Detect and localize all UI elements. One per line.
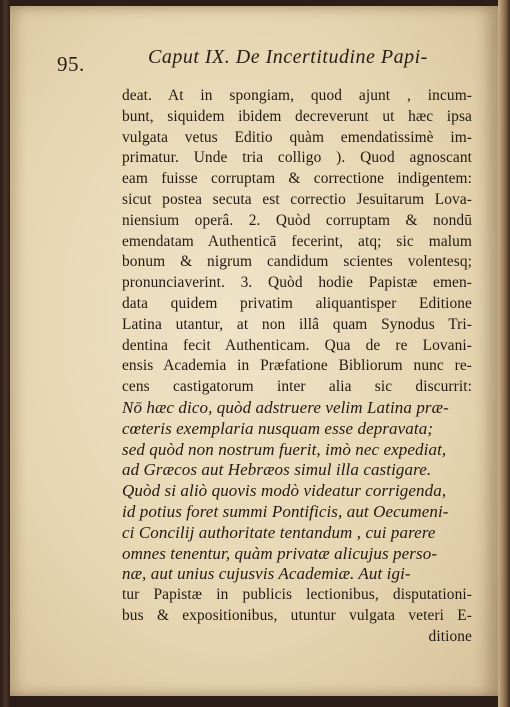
text-line: dentina fecit Authenticam. Qua de re Lovani- (122, 336, 472, 354)
text-line: ci Concilij authoritate tentandum , cui parere (122, 522, 436, 542)
page-number: 95. (57, 52, 85, 76)
text-line: id potius foret summi Pontificis, aut Oecumeni- (122, 501, 449, 521)
text-line: omnes tenentur, quàm privatæ alicujus perso- (122, 543, 438, 563)
text-line: vulgata vetus Editio quàm emendatissimè im- (122, 128, 472, 146)
text-line: sed quòd non nostrum fuerit, imò nec expediat, (122, 439, 447, 459)
text-line: Latina utantur, at non illâ quam Synodus Tri- (122, 315, 472, 333)
text-line: eam fuisse corruptam & correctione indigentem: (122, 170, 472, 188)
text-line: Nō hæc dico, quòd adstruere velim Latina præ- (122, 397, 449, 417)
text-line: ditione (428, 627, 472, 645)
page-edge-shadow (498, 0, 510, 707)
text-line: bunt, siquidem ibidem decreverunt ut hæc ipsa (122, 107, 472, 125)
text-line: sicut postea secuta est correctio Jesuitarum Lova- (122, 190, 472, 208)
running-head: Caput IX. De Incertitudine Papi- (148, 46, 428, 68)
text-line: ad Græcos aut Hebræos simul illa castigare. (122, 460, 432, 480)
text-line: niensium operâ. 2. Quòd corruptam & nondū (122, 211, 472, 229)
text-line: Quòd si aliò quovis modò videatur corrigenda, (122, 481, 447, 501)
text-line: bonum & nigrum candidum scientes volentesq; (122, 253, 472, 271)
text-line: tur Papistæ in publicis lectionibus, disputationi- (122, 586, 472, 604)
text-line: data quidem privatim aliquantisper Editione (122, 294, 472, 312)
text-line: ensis Academia in Præfatione Bibliorum nunc re- (122, 357, 472, 375)
text-line: pronunciaverint. 3. Quòd hodie Papistæ emen- (122, 274, 472, 292)
text-line: emendatam Authenticā fecerint, atq; sic malum (122, 232, 472, 250)
body-text (122, 86, 472, 648)
text-line: primatur. Unde tria colligo ). Quod agnoscant (122, 149, 472, 167)
text-line: bus & expositionibus, utuntur vulgata veteri E- (122, 606, 472, 624)
text-line: næ, aut unius cujusvis Academiæ. Aut igi- (122, 564, 411, 584)
text-line: cœteris exemplaria nusquam esse depravata; (122, 418, 434, 438)
text-line: cens castigatorum inter alia sic discurrit: (122, 378, 472, 396)
text-line: deat. At in spongiam, quod ajunt , incum- (122, 87, 472, 104)
